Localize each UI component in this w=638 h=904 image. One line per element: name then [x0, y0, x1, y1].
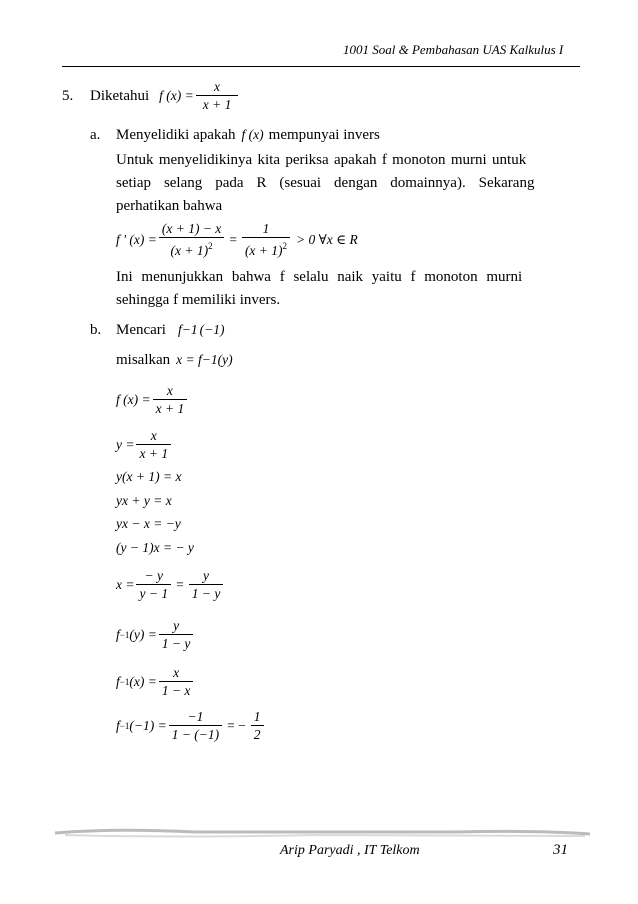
derivative-tail: > 0 ∀x ∈ R: [296, 231, 358, 247]
derivative-numerator-1: (x + 1) − x: [161, 221, 222, 236]
derivative-numerator-2: 1: [262, 221, 270, 236]
function-definition-fraction: [196, 78, 239, 113]
step-9-fraction: $\frac{x}{1 - x}$: [159, 664, 194, 699]
part-b-title-exp: −1: [181, 322, 198, 337]
derivative-equation: [116, 220, 358, 259]
substitution-line: misalkan x = f −1 (y): [116, 352, 233, 368]
fraction-numerator: x: [214, 79, 221, 94]
part-a-para1-line2: setiap selang pada R (sesuai dengan domainnya). Sekarang: [116, 175, 535, 191]
part-b-title-arg: (−1): [199, 322, 225, 337]
derivative-fraction-2: [242, 220, 290, 259]
footer-rule-stroke: [55, 830, 590, 834]
part-b-label: b.: [90, 322, 102, 338]
substitution-math-a: x = f: [176, 352, 202, 367]
step-6: (y − 1)x = − y: [116, 540, 194, 555]
part-a-title-pre: Menyelidiki apakah: [116, 127, 236, 143]
part-a-heading: [90, 125, 380, 145]
header-title: 1001 Soal & Pembahasan UAS Kalkulus I: [343, 42, 564, 57]
problem-lead: Diketahui: [90, 87, 150, 104]
step-1-fraction: $\frac{x}{x + 1}$: [153, 382, 188, 417]
step-2: y = $\frac{x}{x + 1}$: [116, 427, 173, 462]
part-b-title-f: f: [177, 322, 182, 337]
step-4: yx + y = x: [116, 493, 172, 508]
step-10: f −1 (−1) = $\frac{-1}{1 - (-1)}$ = − $\frac{1}{2}$: [116, 708, 266, 743]
step-1: f (x) = $\frac{x}{x + 1}$: [116, 382, 189, 417]
step-3: y(x + 1) = x: [116, 469, 182, 484]
footer-author: Arip Paryadi , IT Telkom: [280, 843, 420, 858]
step-8-fraction: $\frac{y}{1 - y}$: [159, 617, 194, 652]
derivative-denominator-1: $(x + 1)^2$: [159, 237, 224, 259]
substitution-pre: misalkan: [116, 352, 171, 368]
step-9: f −1 (x) = $\frac{x}{1 - x}$: [116, 664, 195, 699]
problem-heading: [62, 78, 240, 113]
derivative-lhs: f ' (x) =: [116, 231, 157, 247]
step-10-fraction-2: $\frac{1}{2}$: [251, 708, 264, 743]
part-b-title-pre: Mencari: [116, 322, 166, 338]
derivative-fraction-1: [159, 220, 224, 259]
step-7: x = $\frac{- y}{y - 1}$ = $\frac{y}{1 - y}$: [116, 567, 225, 602]
derivative-equals: =: [229, 231, 237, 247]
fraction-denominator: x + 1: [196, 95, 239, 113]
substitution-math-b: (y): [217, 352, 233, 367]
part-b-heading: [90, 320, 224, 340]
part-a-title-math: f (x): [241, 127, 264, 142]
part-a-para1-line3: perhatikan bahwa: [116, 198, 223, 214]
part-a-title-post: mempunyai invers: [268, 127, 380, 143]
derivative-denominator-2: $(x + 1)^2$: [242, 237, 290, 259]
part-a-para1-line1: Untuk menyelidikinya kita periksa apakah f monoton murni untuk: [116, 152, 527, 168]
part-a-label: a.: [90, 127, 101, 143]
step-10-fraction-1: $\frac{-1}{1 - (-1)}$: [169, 708, 222, 743]
function-definition-lhs: f (x) =: [159, 87, 194, 103]
footer-page-number: 31: [553, 842, 568, 858]
footer-rule-shadow: [65, 835, 585, 837]
footer-rule: [55, 826, 590, 840]
step-7-fraction-2: $\frac{y}{1 - y}$: [189, 567, 224, 602]
step-5: yx − x = −y: [116, 516, 181, 531]
step-8: f −1 (y) = $\frac{y}{1 - y}$: [116, 617, 195, 652]
problem-number: 5.: [62, 87, 74, 104]
part-a-para2-line1: Ini menunjukkan bahwa f selalu naik yaitu f monoton murni: [116, 269, 523, 285]
header-rule: [62, 66, 580, 67]
step-7-fraction-1: $\frac{- y}{y - 1}$: [136, 567, 171, 602]
part-a-para2-line2: sehingga f memiliki invers.: [116, 292, 281, 308]
step-2-fraction: $\frac{x}{x + 1}$: [136, 427, 171, 462]
